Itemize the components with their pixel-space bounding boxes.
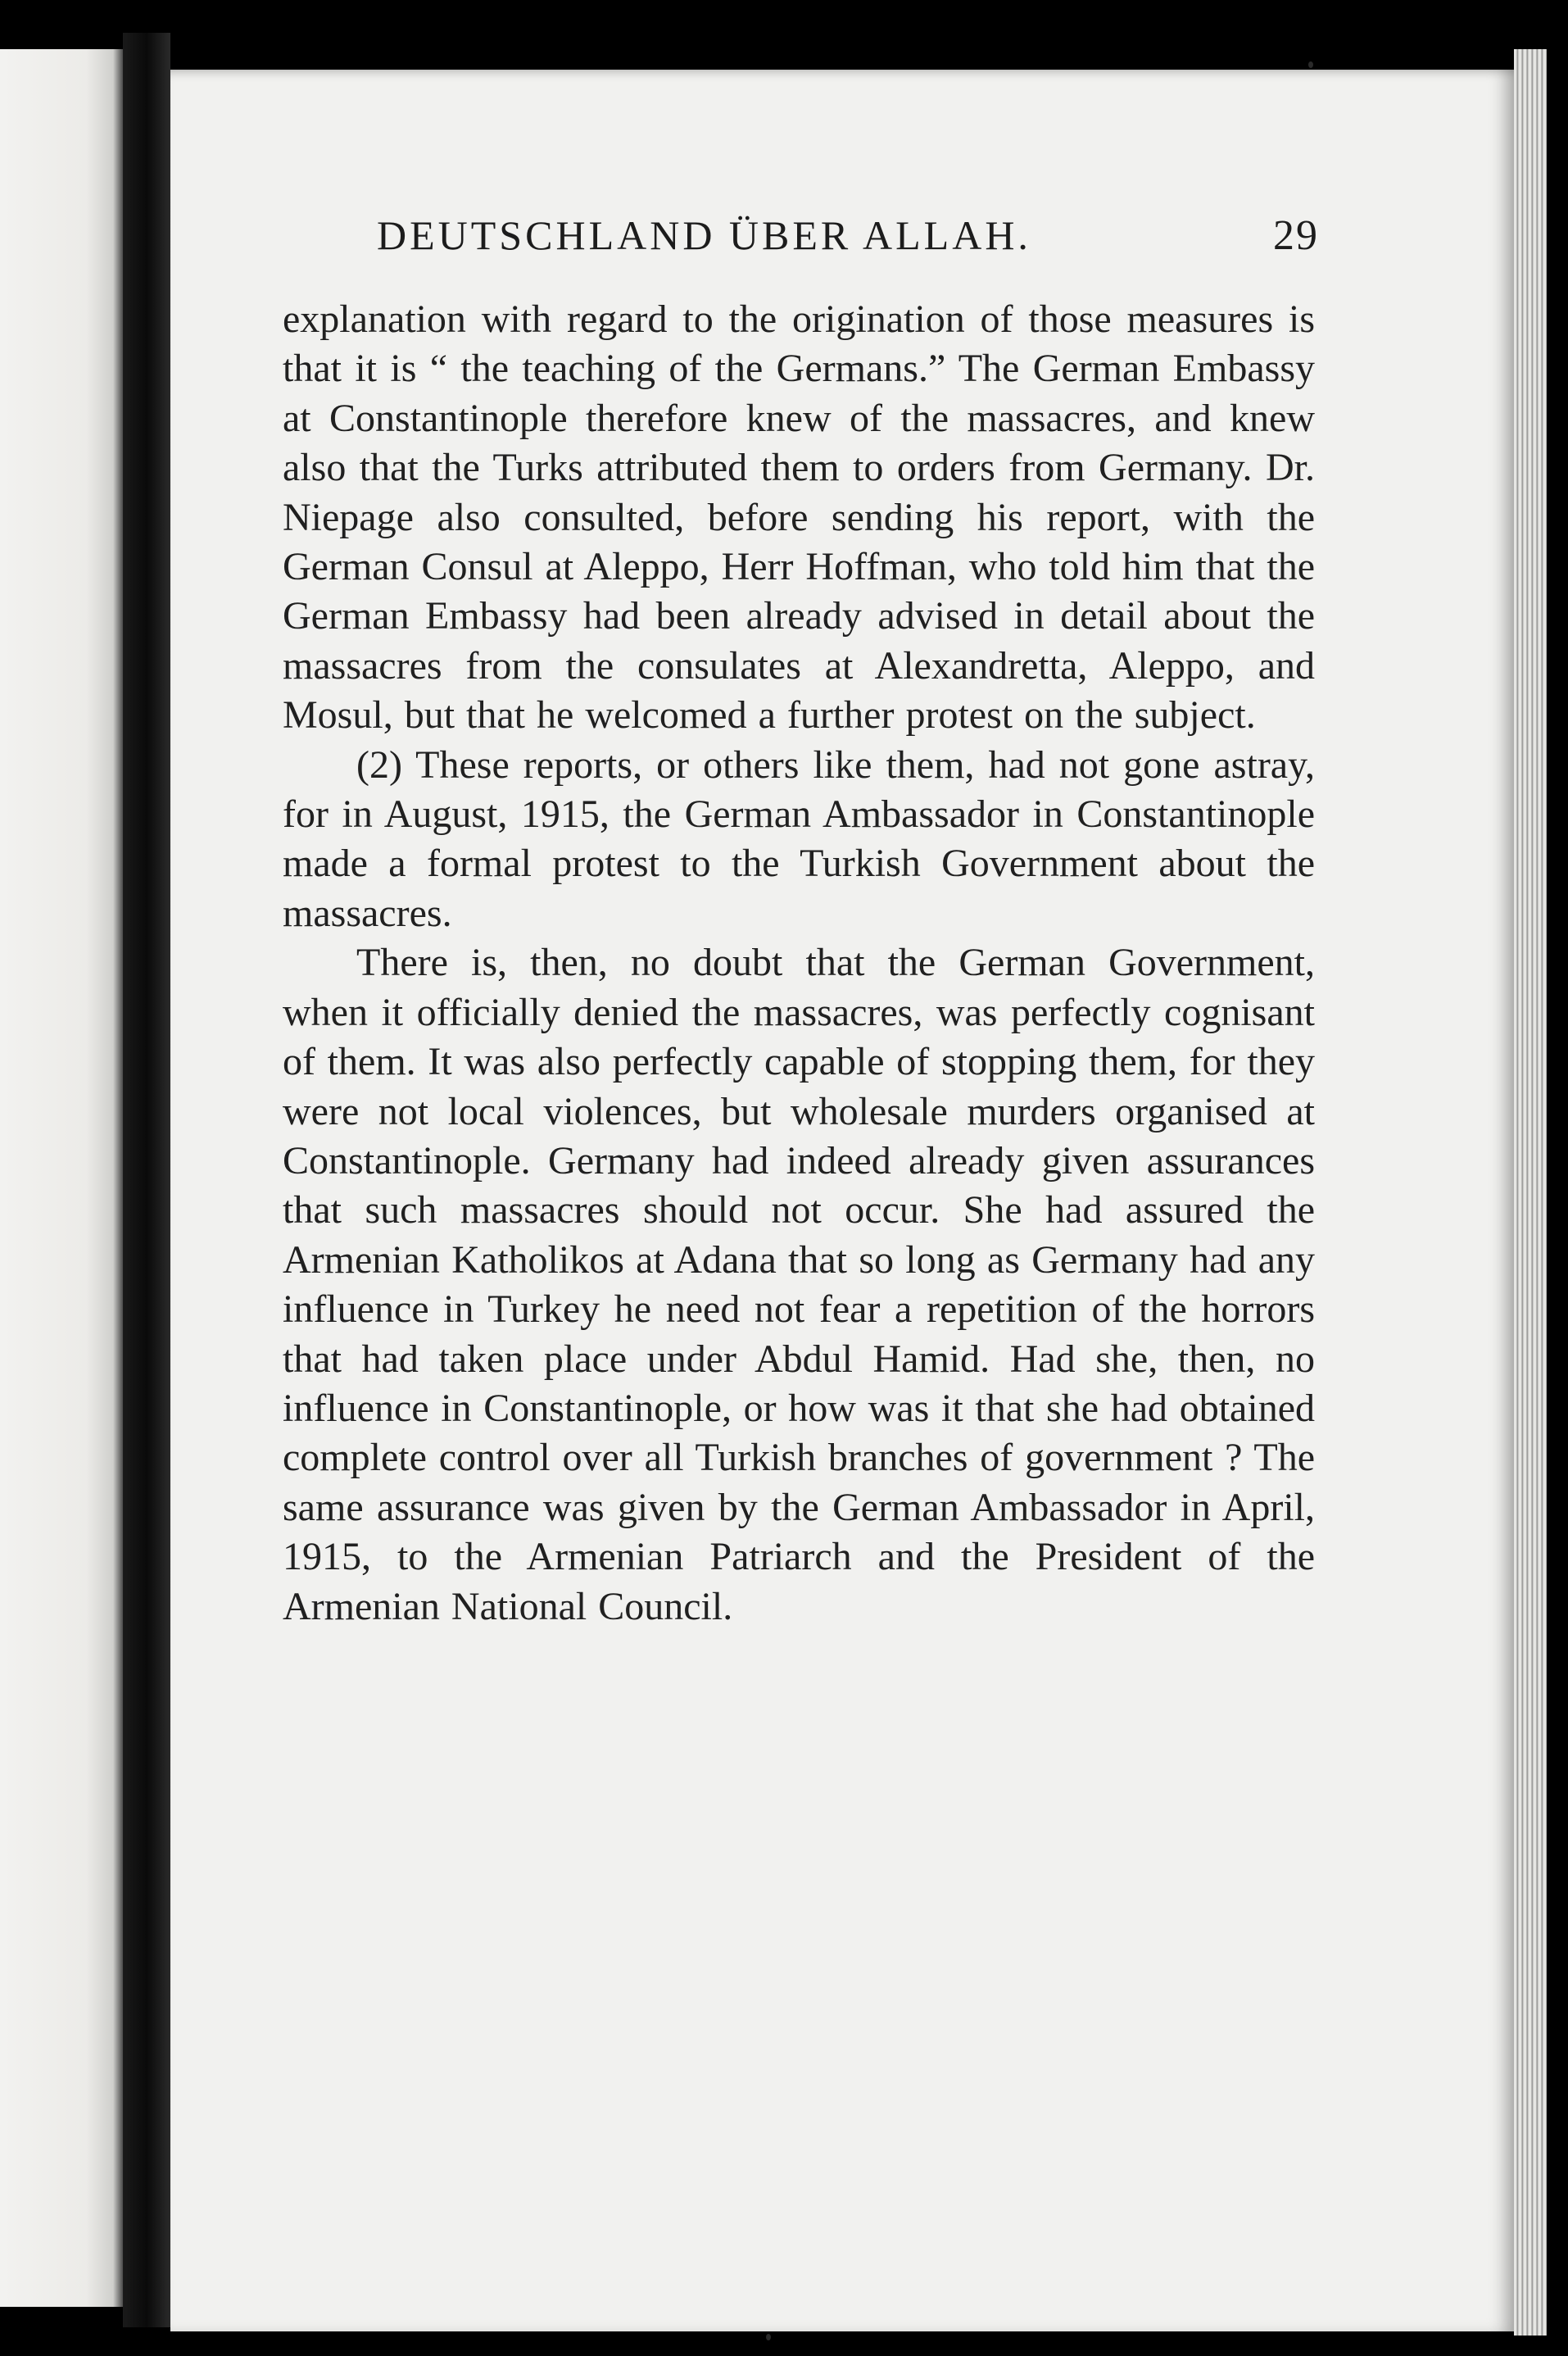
page-stack-edge — [1514, 49, 1547, 2336]
scan-speck — [766, 2334, 771, 2340]
paragraph-3: There is, then, no doubt that the German Government, when it officially denied the massacres, was perfectly cognisant of them. It was also perfectly capable of stopping them, for they were not local violences, but wholesale murders organised at Constantinople. Germany had indeed already given assurances that such massacres should not occur. She had assured the Armenian Katholikos at Adana that so long as Germany had any influence in Turkey he need not fear a repetition of the horrors that had taken place under Abdul Hamid. Had she, then, no influence in Constantinople, or how was it that she had obtained complete control over all Turkish branches of government ? The same assurance was given by the German Ambassador in April, 1915, to the Armenian Patriarch and the President of the Armenian National Council. — [283, 941, 1315, 1628]
left-page-edge — [0, 49, 123, 2307]
book-gutter — [123, 33, 170, 2327]
scan-speck — [1308, 61, 1313, 68]
page-number: 29 — [1273, 212, 1319, 259]
running-head — [377, 211, 1319, 285]
paragraph-2: (2) These reports, or others like them, had not gone astray, for in August, 1915, the German Ambassador in Constantinople made a formal protest to the Turkish Government about the massacres. — [283, 742, 1315, 935]
body-text — [283, 295, 1315, 1632]
running-title: DEUTSCHLAND ÜBER ALLAH. — [377, 212, 1031, 258]
paragraph-1: explanation with regard to the origination of those measures is that it is “ the teaching of the Germans.” The German Embassy at Constantinople therefore knew of the massacres, and knew also that the Turks attributed them to orders from Germany. Dr. Niepage also consulted, before sending his report, with the German Consul at Aleppo, Herr Hoffman, who told him that the German Embassy had been already advised in detail about the massacres from the consulates at Alexandretta, Aleppo, and Mosul, but that he welcomed a further protest on the subject. — [283, 297, 1315, 738]
